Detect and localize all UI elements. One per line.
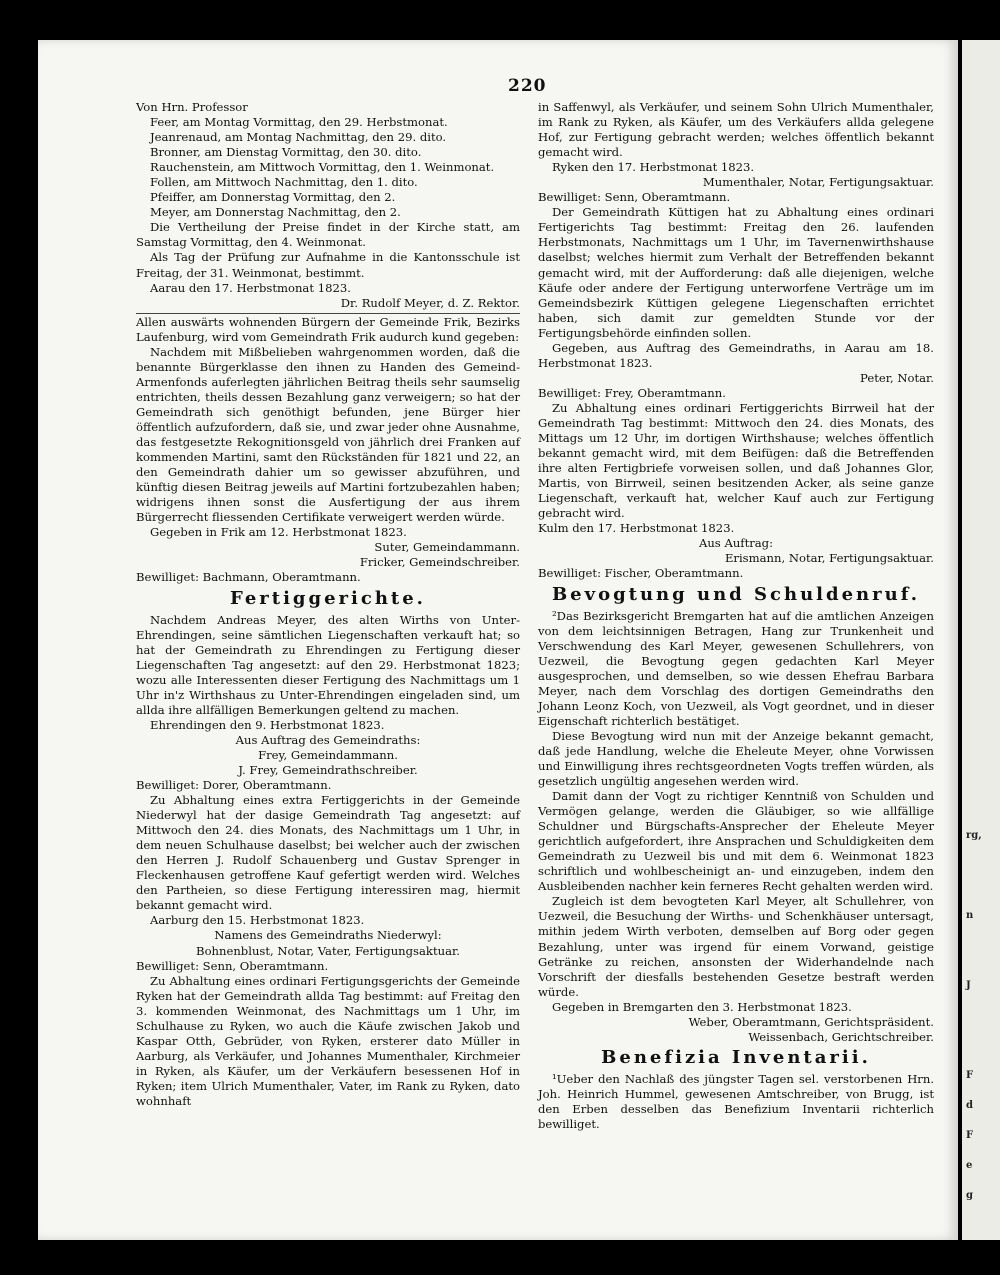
- signature: Namens des Gemeindraths Niederwyl:: [214, 928, 442, 943]
- edge-mark: n: [966, 910, 974, 921]
- paragraph: Allen auswärts wohnenden Bürgern der Gemeinde Frik, Bezirks Laufenburg, wird vom Gemeindrath Frik audurch kund gegeben:: [136, 314, 520, 344]
- edge-mark: F: [966, 1130, 974, 1141]
- section-heading: Bevogtung und Schuldenruf.: [551, 583, 921, 605]
- text-line: Rauchenstein, am Mittwoch Vormittag, den 1. Weinmonat.: [150, 160, 495, 175]
- edge-mark: d: [966, 1100, 973, 1111]
- text-line: Jeanrenaud, am Montag Nachmittag, den 29. dito.: [150, 130, 447, 145]
- approval-line: Bewilliget: Fischer, Oberamtmann.: [538, 566, 744, 581]
- paragraph: Zu Abhaltung eines ordinari Fertiggerichts Birrweil hat der Gemeindrath Tag bestimmt: Mittwoch den 24. dies Monats, des Mittags um 12 Uhr, im dortigen Wirthshause; welches öffentlich bekannt gemacht wird, mit dem Beifügen: daß die Betreffenden ihre alten Fertigbriefe vorweisen sollen, und daß Johannes Glor, Martis, von Birrweil, seinen besitzenden Acker, als seine ganze Liegenschaft, verkauft hat, welcher Kauf auch zur Fertigung gebracht wird.: [538, 400, 934, 521]
- dateline: Gegeben, aus Auftrag des Gemeindraths, in Aarau am 18. Herbstmonat 1823.: [538, 340, 934, 370]
- signature: Fricker, Gemeindschreiber.: [359, 555, 520, 570]
- signature: Aus Auftrag:: [698, 536, 774, 551]
- signature: Weissenbach, Gerichtschreiber.: [748, 1029, 934, 1044]
- paragraph: Zu Abhaltung eines extra Fertiggerichts in der Gemeinde Niederwyl hat der dasige Gemeindrath Tag angesetzt: auf Mittwoch den 24. dies Monats, des Nachmittags um 1 Uhr, in dem neuen Schulhause daselbst; bei welcher auch der zwischen den Herren J. Rudolf Schauenberg und Gustav Sprenger in Fleckenhausen getroffene Kauf gefertigt werden wird. Welches den Partheien, so diese Fertigung interessiren mag, hiermit bekannt gemacht wird.: [136, 793, 520, 913]
- paragraph: Die Vertheilung der Preise findet in der Kirche statt, am Samstag Vormittag, den 4. Weinmonat.: [136, 220, 520, 250]
- dateline: Aarburg den 15. Herbstmonat 1823.: [150, 913, 365, 928]
- paragraph: Damit dann der Vogt zu richtiger Kenntniß von Schulden und Vermögen gelange, werden die Gläubiger, so wie allfällige Schuldner und Bürgschafts-Ansprecher der Eheleute Meyer gerichtlich aufgefordert, ihre Ansprachen und Schuldigkeiten dem Gemeindrath zu Uezweil bis und mit dem 6. Weinmonat 1823 schriftlich und wohlbescheinigt an- und einzugeben, indem den Ausbleibenden nachher kein ferneres Recht gehalten werden wird.: [538, 789, 934, 894]
- dateline: Kulm den 17. Herbstmonat 1823.: [538, 521, 735, 536]
- paragraph: Nachdem Andreas Meyer, des alten Wirths von Unter-Ehrendingen, seine sämtlichen Liegenschaften verkauft hat; so hat der Gemeindrath zu Ehrendingen zu Fertigung dieser Liegenschaften Tag angesetzt: auf den 29. Herbstmonat 1823; wozu alle Interessenten dieser Fertigung des Nachmittags um 1 Uhr in'z Wirthshaus zu Unter-Ehrendingen eingeladen sind, um allda ihre allfälligen Bemerkungen geltend zu machen.: [136, 612, 520, 717]
- edge-mark: e: [966, 1160, 973, 1171]
- divider: [136, 313, 520, 314]
- signature: Aus Auftrag des Gemeindraths:: [235, 732, 421, 747]
- text-line: Von Hrn. Professor: [136, 100, 248, 114]
- text-line: Meyer, am Donnerstag Nachmittag, den 2.: [150, 205, 401, 220]
- signature: Peter, Notar.: [860, 370, 934, 385]
- page-number: 220: [508, 76, 547, 96]
- right-column: [538, 100, 934, 1132]
- dateline: Ehrendingen den 9. Herbstmonat 1823.: [150, 717, 385, 732]
- text-line: Follen, am Mittwoch Nachmittag, den 1. dito.: [150, 175, 418, 190]
- paragraph: ¹Ueber den Nachlaß des jüngster Tagen sel. verstorbenen Hrn. Joh. Heinrich Hummel, gewesenen Amtschreiber, von Brugg, ist den Erben desselben das Benefizium Inventarii richterlich bewilliget.: [538, 1071, 934, 1131]
- edge-mark: g: [966, 1190, 973, 1201]
- edge-mark: F: [966, 1070, 974, 1081]
- edge-mark: rg,: [966, 830, 982, 841]
- signature: Bohnenblust, Notar, Vater, Fertigungsaktuar.: [196, 943, 460, 958]
- edge-mark: J: [966, 980, 971, 991]
- approval-line: Bewilliget: Bachmann, Oberamtmann.: [136, 570, 361, 585]
- approval-line: Bewilliget: Senn, Oberamtmann.: [538, 190, 731, 205]
- section-heading: Benefizia Inventarii.: [601, 1046, 871, 1068]
- dateline: Aarau den 17. Herbstmonat 1823.: [150, 280, 351, 295]
- adjacent-page-edge: [962, 40, 1000, 1240]
- signature: Mumenthaler, Notar, Fertigungsaktuar.: [702, 175, 934, 190]
- paragraph: Diese Bevogtung wird nun mit der Anzeige bekannt gemacht, daß jede Handlung, welche die Eheleute Meyer, ohne Vorwissen und Einwilligung ihres rechtsgeordneten Vogts treffen würden, als gesetzlich ungültig angesehen werden wird.: [538, 728, 934, 789]
- signature: Frey, Gemeindammann.: [258, 747, 398, 762]
- signature: Erismann, Notar, Fertigungsaktuar.: [724, 551, 934, 566]
- left-column: [136, 100, 520, 1109]
- approval-line: Bewilliget: Senn, Oberamtmann.: [136, 958, 329, 973]
- approval-line: Bewilliget: Dorer, Oberamtmann.: [136, 778, 332, 793]
- paragraph: in Saffenwyl, als Verkäufer, und seinem Sohn Ulrich Mumenthaler, im Rank zu Ryken, als Käufer, um des Verkäufers allda gelegene Hof, zur Fertigung gebracht werden; welches öffentlich bekannt gemacht wird.: [538, 100, 934, 160]
- section-heading: Fertiggerichte.: [230, 587, 426, 609]
- text-line: Bronner, am Dienstag Vormittag, den 30. dito.: [150, 145, 422, 160]
- paragraph: Nachdem mit Mißbelieben wahrgenommen worden, daß die benannte Bürgerklasse den ihnen zu Handen des Gemeind-Armenfonds auferlegten jährlichen Beitrag theils sehr saumselig entrichten, theils dessen Bezahlung ganz verweigern; so hat der Gemeindrath sich genöthigt befunden, jene Bürger hier öffentlich aufzufordern, daß sie, und zwar jeder ohne Ausnahme, das festgesetzte Rekognitionsgeld von jährlich drei Franken auf kommenden Martini, samt den Rückständen für 1821 und 22, an den Gemeindrath dahier um so gewisser abzuführen, und künftig diesen Beitrag jeweils auf Martini fortzubezahlen haben; widrigens ihnen sonst die Ausfertigung der aus ihrem Bürgerrecht fliessenden Certifikate verweigert werden würde.: [136, 344, 520, 525]
- dateline: Gegeben in Frik am 12. Herbstmonat 1823.: [150, 525, 407, 540]
- approval-line: Bewilliget: Frey, Oberamtmann.: [538, 385, 726, 400]
- dateline: Ryken den 17. Herbstmonat 1823.: [552, 160, 755, 175]
- signature: Dr. Rudolf Meyer, d. Z. Rektor.: [340, 295, 520, 310]
- paragraph: Der Gemeindrath Küttigen hat zu Abhaltung eines ordinari Fertigerichts Tag bestimmt: Freitag den 26. laufenden Herbstmonats, Nachmittags um 1 Uhr, im Tavernenwirthshause daselbst; welches hiermit zum Verhalt der Betreffenden bekannt gemacht wird, mit der Aufforderung: daß alle diejenigen, welche Käufe oder andere der Fertigung unterworfene Verträge um im Gemeindsbezirk Küttigen gelegene Liegenschaften errichtet haben, sich damit zur gemeldten Stunde vor der Fertigungsbehörde einfinden sollen.: [538, 205, 934, 340]
- paragraph: Als Tag der Prüfung zur Aufnahme in die Kantonsschule ist Freitag, der 31. Weinmonat, bestimmt.: [136, 250, 520, 280]
- text-line: Feer, am Montag Vormittag, den 29. Herbstmonat.: [150, 115, 448, 130]
- signature: J. Frey, Gemeindrathschreiber.: [238, 762, 418, 777]
- text-line: Pfeiffer, am Donnerstag Vormittag, den 2.: [150, 190, 396, 205]
- paragraph: Zugleich ist dem bevogteten Karl Meyer, alt Schullehrer, von Uezweil, die Besuchung der Wirths- und Schenkhäuser untersagt, mithin jedem Wirth verboten, demselben auf Borg oder gegen Bezahlung, unter was irgend für einem Vorwand, geistige Getränke zu reichen, ansonsten der Widerhandelnde nach Vorschrift der diesfalls bestehenden Gesetze bestraft werden würde.: [538, 894, 934, 999]
- paragraph: Zu Abhaltung eines ordinari Fertigungsgerichts der Gemeinde Ryken hat der Gemeindrath allda Tag bestimmt: auf Freitag den 3. kommenden Weinmonat, des Nachmittags um 1 Uhr, im Schulhause zu Ryken, wo auch die Käufe zwischen Jakob und Kaspar Otth, Gebrüder, von Ryken, ersterer dato Müller in Aarburg, als Verkäufer, und Johannes Mumenthaler, Kirchmeier in Ryken, als Käufer, um der Verkäufern besessenen Hof in Ryken; item Ulrich Mumenthaler, Vater, im Rank zu Ryken, dato wohnhaft: [136, 973, 520, 1108]
- dateline: Gegeben in Bremgarten den 3. Herbstmonat 1823.: [552, 999, 852, 1014]
- signature: Suter, Gemeindammann.: [374, 540, 520, 555]
- signature: Weber, Oberamtmann, Gerichtspräsident.: [688, 1014, 934, 1029]
- paragraph: ²Das Bezirksgericht Bremgarten hat auf die amtlichen Anzeigen von dem leichtsinnigen Betragen, Hang zur Trunkenheit und Verschwendung des Karl Meyer, gewesenen Schullehrers, von Uezweil, die Bevogtung gegen gedachten Karl Meyer ausgesprochen, und demselben, so wie dessen Ehefrau Barbara Meyer, nach dem Vorschlag des dortigen Gemeindraths den Johann Leonz Koch, von Uezweil, als Vogt geordnet, und in dieser Eigenschaft richterlich bestätiget.: [538, 608, 934, 728]
